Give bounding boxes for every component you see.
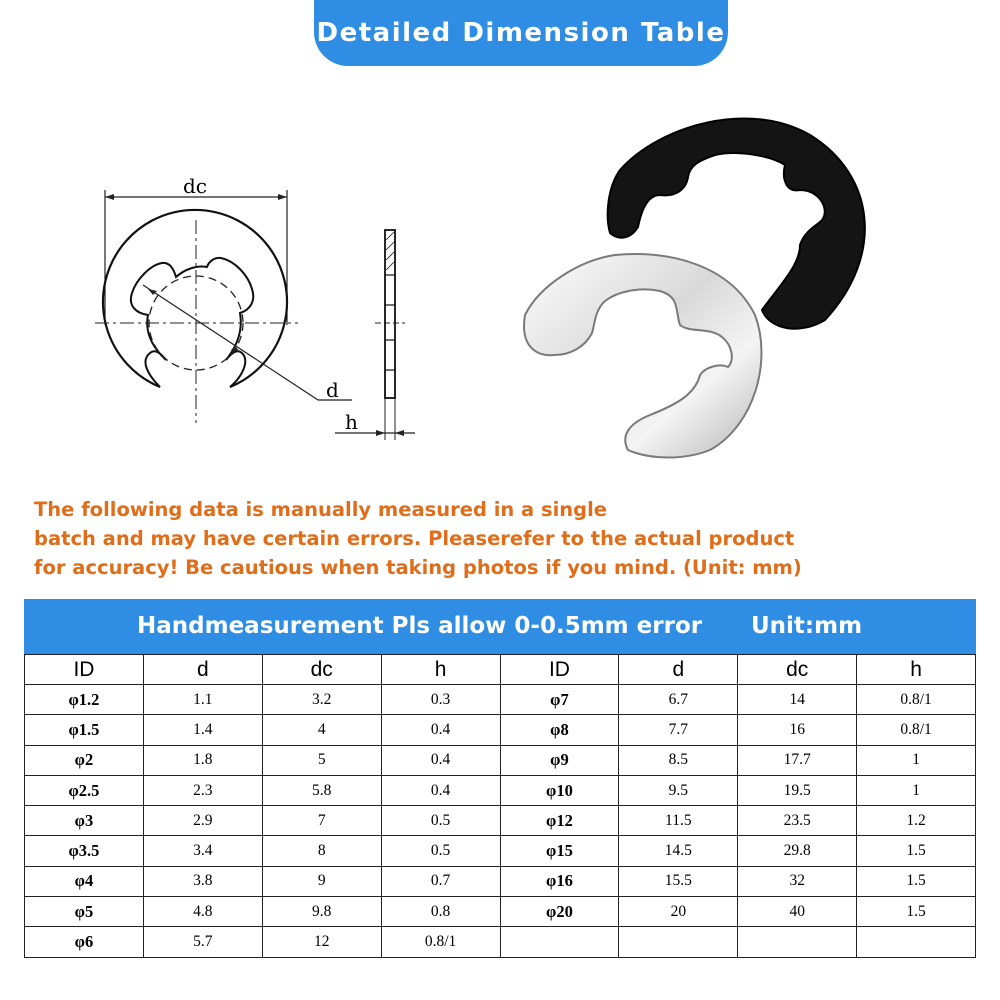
column-header: ID [500, 655, 619, 685]
value-cell: 1.1 [143, 685, 262, 715]
table-row [25, 806, 976, 836]
value-cell: 16 [738, 715, 857, 745]
disclaimer-line: The following data is manually measured in a single [34, 498, 608, 521]
dimension-grid [24, 654, 976, 958]
value-cell: 0.7 [381, 866, 500, 896]
id-cell: φ4 [25, 866, 144, 896]
value-cell: 17.7 [738, 745, 857, 775]
title-banner [314, 0, 728, 66]
id-cell: φ16 [500, 866, 619, 896]
value-cell: 3.2 [262, 685, 381, 715]
value-cell: 0.8/1 [857, 715, 976, 745]
id-cell: φ12 [500, 806, 619, 836]
value-cell: 8 [262, 836, 381, 866]
value-cell: 1.5 [857, 897, 976, 927]
id-cell: φ5 [25, 897, 144, 927]
value-cell: 23.5 [738, 806, 857, 836]
value-cell: 11.5 [619, 806, 738, 836]
value-cell: 9.8 [262, 897, 381, 927]
value-cell: 1.4 [143, 715, 262, 745]
value-cell: 15.5 [619, 866, 738, 896]
e-clip-diagram [90, 165, 435, 450]
disclaimer-text [34, 495, 802, 582]
title-text: Detailed Dimension Table [316, 18, 726, 48]
table-row [25, 775, 976, 805]
id-cell: φ9 [500, 745, 619, 775]
value-cell: 0.8/1 [857, 685, 976, 715]
value-cell: 4.8 [143, 897, 262, 927]
column-header: h [381, 655, 500, 685]
value-cell: 2.3 [143, 775, 262, 805]
table-row [25, 836, 976, 866]
product-photo [500, 105, 880, 465]
value-cell: 7.7 [619, 715, 738, 745]
table-row [25, 715, 976, 745]
value-cell: 1.5 [857, 866, 976, 896]
column-header-row [25, 655, 976, 685]
table-row [25, 685, 976, 715]
id-cell: φ3.5 [25, 836, 144, 866]
id-cell: φ10 [500, 775, 619, 805]
value-cell: 8.5 [619, 745, 738, 775]
value-cell: 6.7 [619, 685, 738, 715]
table-row [25, 897, 976, 927]
column-header: d [143, 655, 262, 685]
column-header: dc [738, 655, 857, 685]
value-cell: 3.8 [143, 866, 262, 896]
value-cell: 1 [857, 745, 976, 775]
d-label: d [326, 378, 339, 402]
id-cell [500, 927, 619, 957]
value-cell: 1.5 [857, 836, 976, 866]
value-cell: 2.9 [143, 806, 262, 836]
value-cell: 5.8 [262, 775, 381, 805]
value-cell: 0.3 [381, 685, 500, 715]
value-cell: 9 [262, 866, 381, 896]
value-cell [857, 927, 976, 957]
table-header-note: Handmeasurement Pls allow 0-0.5mm error [137, 613, 703, 639]
table-row [25, 927, 976, 957]
value-cell: 40 [738, 897, 857, 927]
value-cell: 0.4 [381, 745, 500, 775]
table-row [25, 866, 976, 896]
column-header: dc [262, 655, 381, 685]
value-cell: 14 [738, 685, 857, 715]
id-cell: φ2 [25, 745, 144, 775]
value-cell: 29.8 [738, 836, 857, 866]
id-cell: φ2.5 [25, 775, 144, 805]
value-cell: 0.8 [381, 897, 500, 927]
id-cell: φ8 [500, 715, 619, 745]
value-cell: 12 [262, 927, 381, 957]
value-cell: 4 [262, 715, 381, 745]
value-cell: 1.8 [143, 745, 262, 775]
id-cell: φ1.5 [25, 715, 144, 745]
value-cell [738, 927, 857, 957]
value-cell: 20 [619, 897, 738, 927]
value-cell: 14.5 [619, 836, 738, 866]
value-cell: 5 [262, 745, 381, 775]
table-header-unit: Unit:mm [751, 613, 863, 639]
id-cell: φ7 [500, 685, 619, 715]
id-cell: φ1.2 [25, 685, 144, 715]
dc-label: dc [183, 174, 208, 198]
value-cell: 0.4 [381, 715, 500, 745]
value-cell: 0.8/1 [381, 927, 500, 957]
technical-drawing [90, 165, 435, 450]
column-header: h [857, 655, 976, 685]
value-cell: 7 [262, 806, 381, 836]
value-cell: 1 [857, 775, 976, 805]
dimension-table [24, 599, 976, 958]
table-body [25, 685, 976, 958]
value-cell: 19.5 [738, 775, 857, 805]
column-header: ID [25, 655, 144, 685]
h-label: h [345, 410, 358, 434]
value-cell: 5.7 [143, 927, 262, 957]
id-cell: φ20 [500, 897, 619, 927]
disclaimer-line: batch and may have certain errors. Pleaserefer to the actual product [34, 527, 795, 550]
table-row [25, 745, 976, 775]
column-header: d [619, 655, 738, 685]
value-cell: 3.4 [143, 836, 262, 866]
value-cell: 0.4 [381, 775, 500, 805]
id-cell: φ6 [25, 927, 144, 957]
table-header [24, 599, 976, 654]
e-clip-photo [500, 105, 880, 465]
disclaimer-line: for accuracy! Be cautious when taking photos if you mind. (Unit: mm) [34, 556, 802, 579]
id-cell: φ15 [500, 836, 619, 866]
id-cell: φ3 [25, 806, 144, 836]
value-cell: 32 [738, 866, 857, 896]
value-cell [619, 927, 738, 957]
value-cell: 0.5 [381, 806, 500, 836]
value-cell: 0.5 [381, 836, 500, 866]
value-cell: 9.5 [619, 775, 738, 805]
value-cell: 1.2 [857, 806, 976, 836]
